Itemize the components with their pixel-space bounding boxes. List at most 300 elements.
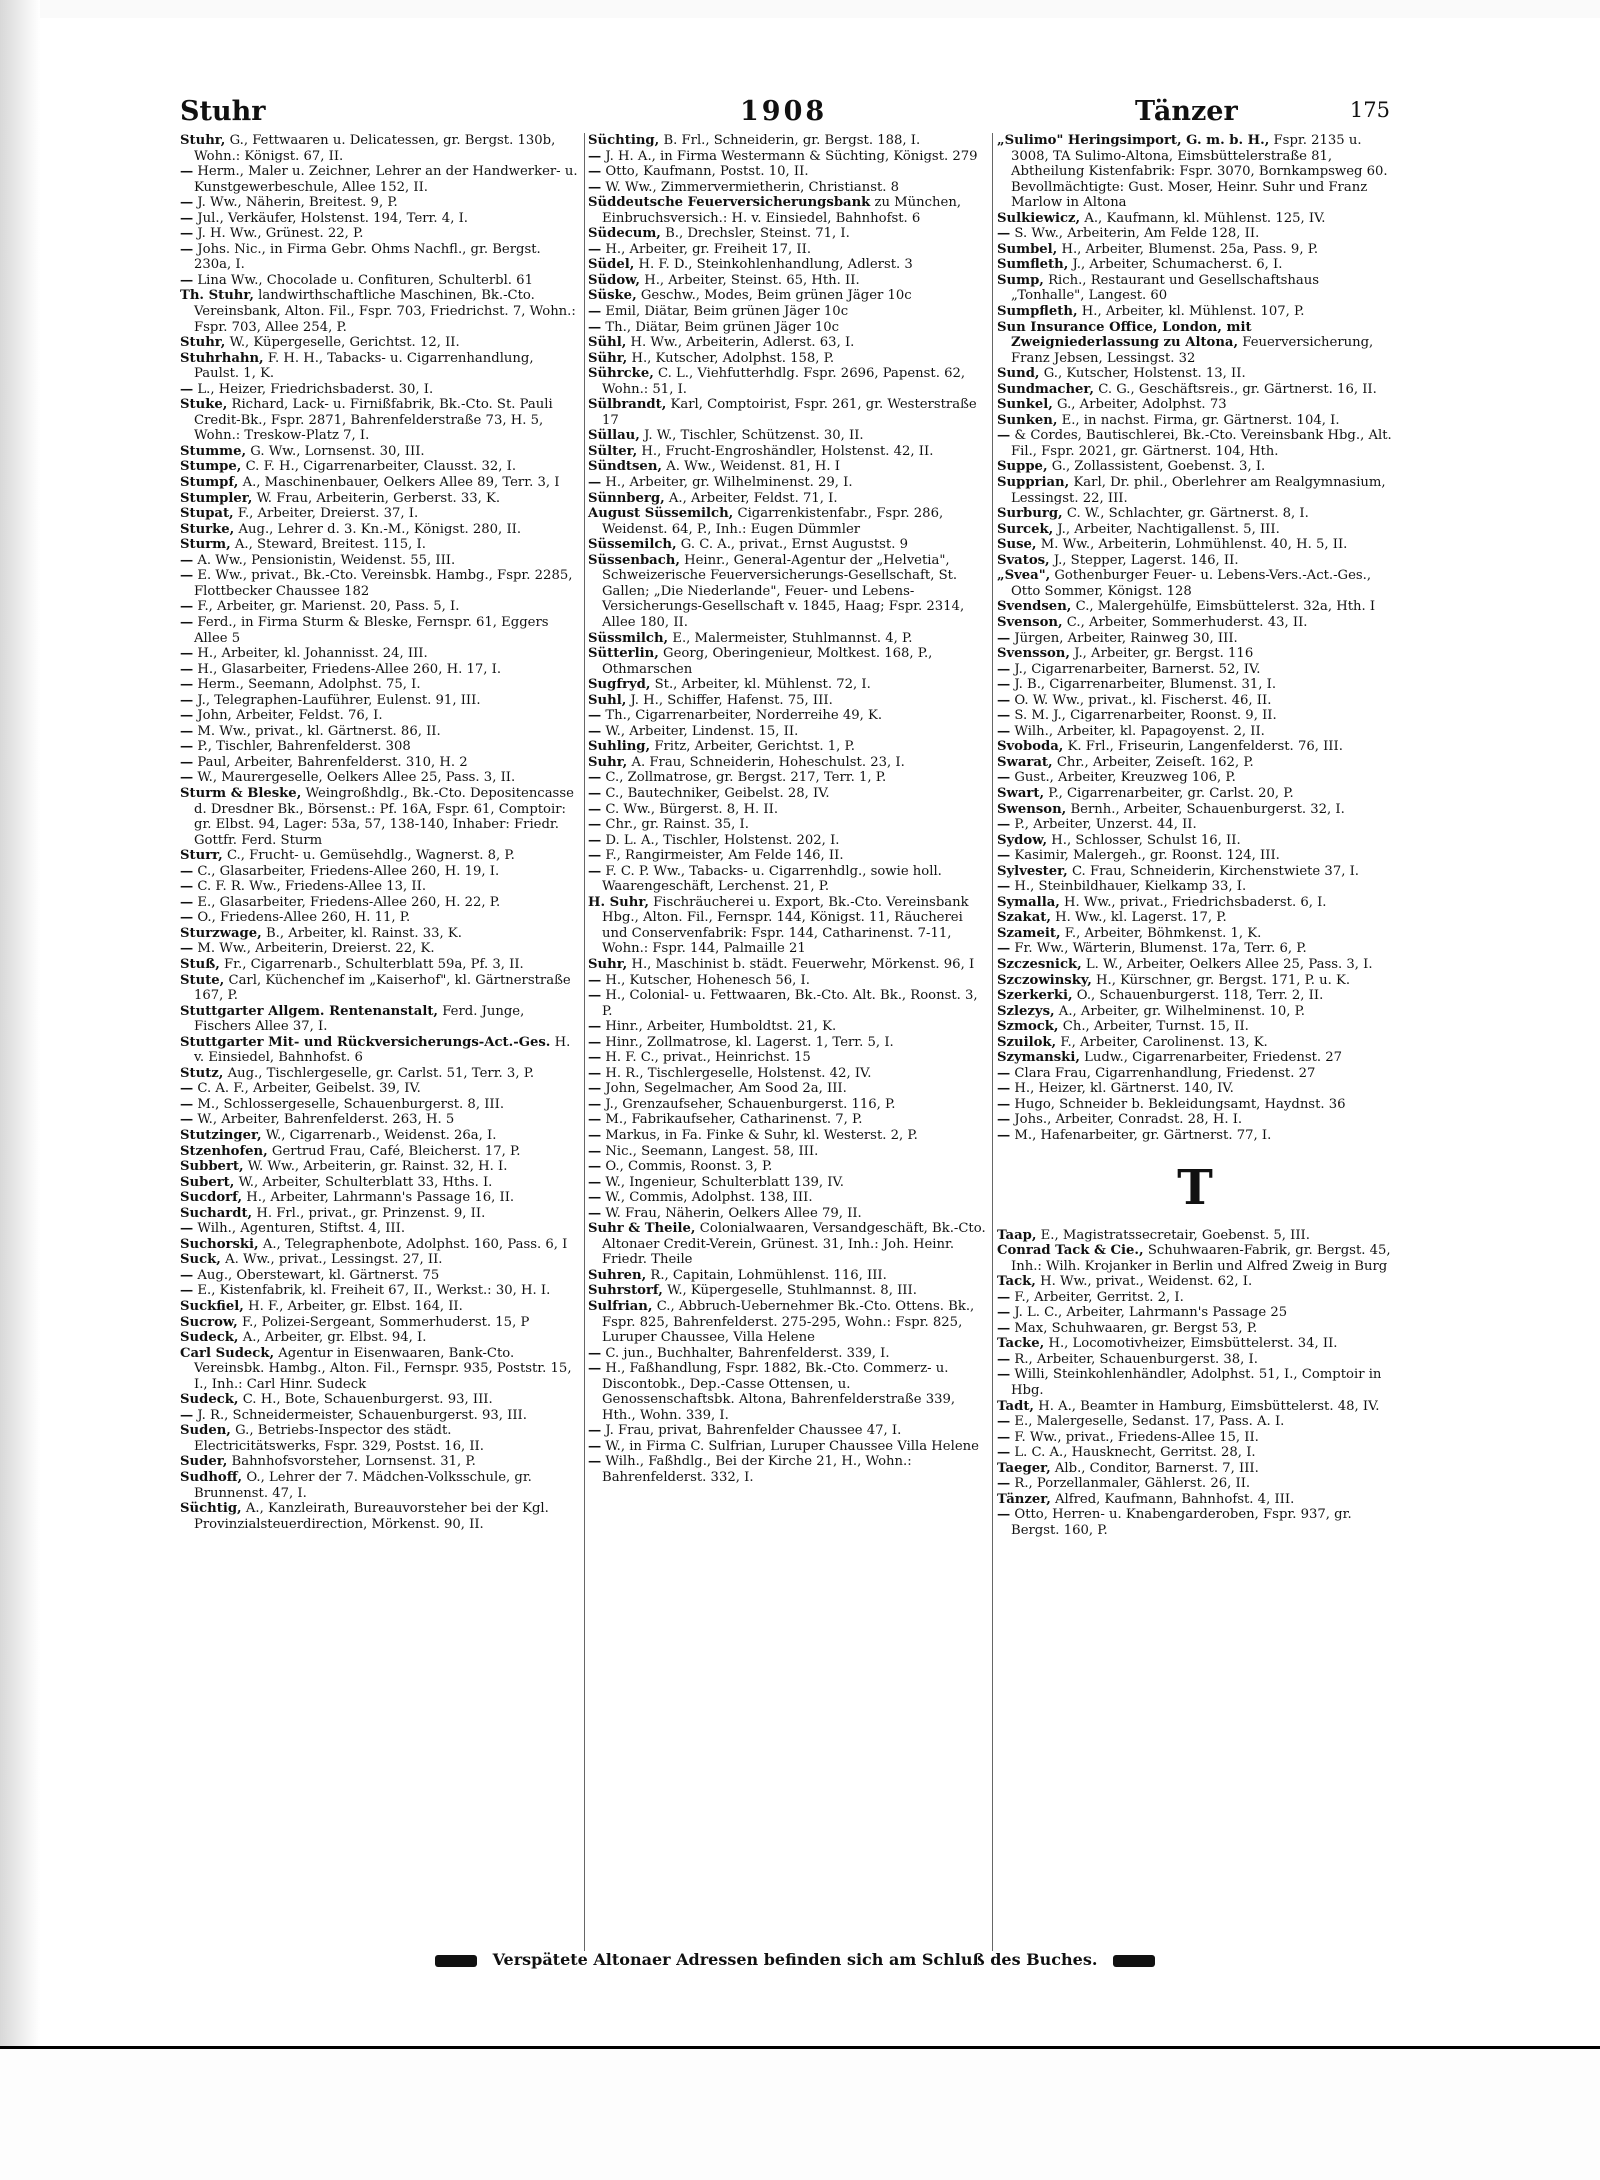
directory-entry (588, 335, 986, 351)
entry-name: Suchorski, (180, 1236, 259, 1252)
entry-name: Südow, (588, 272, 640, 288)
entry-name: Sturm & Bleske, (180, 785, 302, 801)
directory-entry (180, 615, 580, 646)
entry-details: H., Arbeiter, kl. Mühlenst. 107, P. (1081, 304, 1305, 320)
entry-details: Gertrud Frau, Café, Bleicherst. 17, P. (271, 1143, 521, 1159)
entry-name: Sülter, (588, 443, 638, 459)
entry-name: — (588, 723, 602, 739)
entry-details: H., Faßhandlung, Fspr. 1882, Bk.-Cto. Commerz- u. Discontobk., Dep.-Casse Ottensen, u. Genossenschaftsbk. Altona, Bahrenfelderstraße 339, Hth., Wohn. 339, I. (602, 1361, 956, 1423)
entry-details: John, Arbeiter, Feldst. 76, I. (197, 708, 383, 724)
directory-entry (997, 724, 1393, 740)
entry-name: „Svea", (997, 568, 1051, 584)
entry-details: Heinr., General-Agentur der „Helvetia", Schweizerische Feuerversicherungs-Gesellschaft, St. Gallen; „Die Niederlande", Feuer- und Lebens-Versicherungs-Gesellschaft v. 1845, Haag; Fspr. 2314, Allee 180, II. (602, 552, 965, 630)
entry-name: Suhr & Theile, (588, 1221, 696, 1237)
entry-name: Suhrstorf, (588, 1283, 663, 1299)
entry-details: C., Malergehülfe, Eimsbüttelerst. 32a, Hth. I (1075, 599, 1376, 615)
entry-name: — (588, 1361, 602, 1377)
entry-name: — (180, 661, 194, 677)
entry-name: Sump, (997, 272, 1044, 288)
footer-note-text: Verspätete Altonaer Adressen befinden sich am Schluß des Buches. (492, 1950, 1098, 1969)
entry-name: August Süssemilch, (588, 506, 734, 522)
entry-details: H. F., Arbeiter, gr. Elbst. 164, II. (248, 1299, 463, 1315)
directory-entry (997, 211, 1393, 227)
section-letter: T (1177, 1159, 1213, 1216)
directory-entry (588, 428, 986, 444)
entry-details: Max, Schuhwaaren, gr. Bergst 53, P. (1014, 1320, 1258, 1336)
directory-entry (997, 1050, 1393, 1066)
entry-name: Sudeck, (180, 1392, 239, 1408)
entry-details: J., Arbeiter, Nachtigallenst. 5, III. (1057, 521, 1280, 537)
directory-entry (180, 941, 580, 957)
entry-details: A., Steward, Breitest. 115, I. (234, 537, 426, 553)
entry-name: — (997, 661, 1011, 677)
entry-details: Lina Ww., Chocolade u. Confituren, Schulterbl. 61 (197, 272, 533, 288)
entry-name: — (588, 988, 602, 1004)
entry-details: Gust., Arbeiter, Kreuzweg 106, P. (1014, 770, 1236, 786)
directory-entry (588, 973, 986, 989)
directory-entry (588, 864, 986, 895)
entry-details: Richard, Lack- u. Firnißfabrik, Bk.-Cto. St. Pauli Credit-Bk., Fspr. 2871, Bahrenfelderstraße 73, H. 5, Wohn.: Treskow-Platz 7, I. (194, 397, 553, 444)
entry-name: Tack, (997, 1274, 1036, 1290)
directory-entry (180, 382, 580, 398)
entry-details: J. H. A., in Firma Westermann & Süchting, Königst. 279 (605, 148, 978, 164)
directory-entry (997, 242, 1393, 258)
directory-entry (588, 459, 986, 475)
entry-name: Suhl, (588, 692, 627, 708)
entry-name: Stuhr, (180, 335, 226, 351)
entry-name: Sunken, (997, 412, 1058, 428)
entry-name: Svenson, (997, 614, 1063, 630)
directory-entry (180, 568, 580, 599)
directory-entry (997, 537, 1393, 553)
directory-entry (180, 211, 580, 227)
entry-details: A., Telegraphenbote, Adolphst. 160, Pass. 6, I (262, 1236, 568, 1252)
directory-entry (588, 708, 986, 724)
entry-name: — (180, 646, 194, 662)
entry-name: Stuttgarter Allgem. Rentenanstalt, (180, 1003, 439, 1019)
entry-name: — (588, 1034, 602, 1050)
entry-details: J., Grenzaufseher, Schauenburgerst. 116, P. (605, 1096, 896, 1112)
directory-entry (588, 646, 986, 677)
entry-name: Suck, (180, 1252, 221, 1268)
directory-entry (588, 724, 986, 740)
entry-name: — (180, 272, 194, 288)
entry-details: C., Bautechniker, Geibelst. 28, IV. (605, 785, 830, 801)
directory-entry (588, 1159, 986, 1175)
directory-entry (180, 1315, 580, 1331)
entry-details: Th., Diätar, Beim grünen Jäger 10c (605, 319, 839, 335)
entry-details: H. Ww., privat., Friedrichsbaderst. 6, I. (1064, 894, 1327, 910)
entry-details: G., Fettwaaren u. Delicatessen, gr. Bergst. 130b, Wohn.: Königst. 67, II. (194, 133, 556, 164)
entry-name: Stuß, (180, 956, 220, 972)
entry-details: H., Arbeiter, Lahrmann's Passage 16, II. (246, 1190, 515, 1206)
entry-name: — (997, 1305, 1011, 1321)
directory-entry (588, 1268, 986, 1284)
entry-name: — (588, 148, 602, 164)
entry-name: Süssmilch, (588, 630, 669, 646)
entry-name: Szczesnick, (997, 956, 1082, 972)
entry-name: — (180, 164, 194, 180)
directory-entry (588, 288, 986, 304)
entry-details: Otto, Kaufmann, Postst. 10, II. (605, 164, 809, 180)
entry-name: Süddeutsche Feuerversicherungsbank (588, 195, 871, 211)
header-first-entry: Stuhr (180, 96, 266, 127)
entry-details: Gothenburger Feuer- u. Lebens-Vers.-Act.-Ges., Otto Sommer, Königst. 128 (1011, 568, 1372, 599)
entry-details: Hinr., Arbeiter, Humboldtst. 21, K. (605, 1019, 837, 1035)
entry-details: A., Kaufmann, kl. Mühlenst. 125, IV. (1084, 210, 1326, 226)
directory-entry (997, 1035, 1393, 1051)
entry-details: Jürgen, Arbeiter, Rainweg 30, III. (1014, 630, 1238, 646)
entry-details: Johs., Arbeiter, Conradst. 28, H. I. (1014, 1112, 1243, 1128)
entry-details: C. F. H., Cigarrenarbeiter, Clausst. 32, I. (245, 459, 517, 475)
entry-name: Süssemilch, (588, 537, 677, 553)
page-header (180, 96, 1390, 130)
entry-name: — (180, 552, 194, 568)
directory-entry (180, 537, 580, 553)
directory-entry (588, 1175, 986, 1191)
entry-name: Swarat, (997, 754, 1053, 770)
directory-entry (997, 895, 1393, 911)
directory-entry (588, 957, 986, 973)
directory-entry (588, 1144, 986, 1160)
directory-entry (997, 506, 1393, 522)
entry-details: G., Arbeiter, Adolphst. 73 (1057, 397, 1227, 413)
entry-details: H. Ww., privat., Weidenst. 62, I. (1040, 1274, 1253, 1290)
entry-name: — (588, 708, 602, 724)
entry-details: Karl, Comptoirist, Fspr. 261, gr. Westerstraße 17 (602, 397, 977, 428)
directory-entry (180, 910, 580, 926)
directory-entry (180, 1081, 580, 1097)
directory-entry (588, 491, 986, 507)
entry-details: W., Cigarrenarb., Weidenst. 26a, I. (265, 1128, 497, 1143)
directory-entry (588, 320, 986, 336)
entry-name: — (180, 568, 194, 584)
entry-name: — (997, 630, 1011, 646)
directory-entry (997, 1019, 1393, 1035)
directory-entry (997, 1305, 1393, 1321)
entry-name: — (180, 241, 194, 257)
directory-entry (180, 273, 580, 289)
directory-entry (997, 413, 1393, 429)
directory-entry (997, 739, 1393, 755)
entry-name: — (588, 817, 602, 833)
entry-name: Sturm, (180, 537, 231, 553)
entry-name: — (997, 1429, 1011, 1445)
directory-entry (997, 1430, 1393, 1446)
entry-name: — (588, 1438, 602, 1454)
scan-bottom-edge (0, 2046, 1600, 2180)
entry-details: Bahnhofsvorsteher, Lornsenst. 31, P. (231, 1454, 476, 1470)
directory-entry (180, 770, 580, 786)
entry-details: C., Frucht- u. Gemüsehdlg., Wagnerst. 8, P. (226, 848, 515, 864)
entry-name: — (180, 195, 194, 211)
footer-note (395, 1950, 1195, 1969)
entry-name: — (588, 179, 602, 195)
entry-name: — (588, 304, 602, 320)
entry-details: J., Telegraphen-Lauführer, Eulenst. 91, III. (197, 692, 481, 708)
directory-entry (588, 1081, 986, 1097)
directory-entry (180, 957, 580, 973)
entry-name: — (588, 1190, 602, 1206)
directory-entry (180, 1423, 580, 1454)
entry-details: Aug., Lehrer d. 3. Kn.-M., Königst. 280, II. (238, 521, 522, 537)
directory-entry (180, 786, 580, 848)
directory-entry (588, 1361, 986, 1423)
entry-name: — (997, 1320, 1011, 1336)
entry-name: — (997, 708, 1011, 724)
entry-name: Stuhr, (180, 133, 226, 148)
entry-details: C., Zollmatrose, gr. Bergst. 217, Terr. 1, P. (605, 770, 887, 786)
entry-details: Ferd., in Firma Sturm & Bleske, Fernspr. 61, Eggers Allee 5 (194, 614, 549, 646)
directory-entry (997, 522, 1393, 538)
entry-name: — (997, 1445, 1011, 1461)
entry-name: — (180, 739, 194, 755)
directory-entry (180, 1252, 580, 1268)
entry-details: Nic., Seemann, Langest. 58, III. (605, 1143, 819, 1159)
entry-name: — (997, 677, 1011, 693)
entry-details: W., Küpergeselle, Stuhlmannst. 8, III. (667, 1283, 917, 1299)
entry-details: P., Arbeiter, Unzerst. 44, II. (1014, 817, 1197, 833)
directory-entry (588, 1097, 986, 1113)
directory-entry (588, 444, 986, 460)
directory-entry (180, 662, 580, 678)
directory-entry (588, 1346, 986, 1362)
entry-details: W. Frau, Näherin, Oelkers Allee 79, II. (605, 1205, 862, 1221)
entry-name: Südel, (588, 257, 635, 273)
entry-name: Svoboda, (997, 739, 1064, 755)
entry-name: — (588, 319, 602, 335)
entry-details: H., Arbeiter, gr. Freiheit 17, II. (605, 241, 812, 257)
entry-details: Johs. Nic., in Firma Gebr. Ohms Nachfl., gr. Bergst. 230a, I. (194, 241, 541, 273)
entry-details: A., Kanzleirath, Bureauvorsteher bei der Kgl. Provinzialsteuerdirection, Mörkenst. 90, II. (194, 1501, 549, 1532)
directory-entry (180, 677, 580, 693)
directory-entry (997, 973, 1393, 989)
entry-details: Aug., Tischlergeselle, gr. Carlst. 51, Terr. 3, P. (227, 1065, 535, 1081)
directory-entry (180, 1128, 580, 1144)
entry-name: Stutz, (180, 1065, 224, 1081)
directory-entry (997, 770, 1393, 786)
entry-details: C., Arbeiter, Sommerhuderst. 43, II. (1066, 614, 1308, 630)
directory-entry (997, 599, 1393, 615)
entry-name: — (588, 1128, 602, 1143)
directory-entry (997, 1367, 1393, 1398)
entry-details: H., Steinbildhauer, Kielkamp 33, I. (1014, 879, 1247, 895)
directory-entry (180, 1035, 580, 1066)
entry-details: R., Arbeiter, Schauenburgerst. 38, I. (1014, 1351, 1258, 1367)
directory-entry (180, 1408, 580, 1424)
entry-details: C., Abbruch-Uebernehmer Bk.-Cto. Ottens. Bk., Fspr. 825, Bahrenfelderst. 275-295, Wohn.: Fspr. 825, Luruper Chaussee, Villa Helene (602, 1299, 975, 1346)
directory-entry (997, 273, 1393, 304)
directory-entry (180, 1501, 580, 1532)
directory-entry (588, 1112, 986, 1128)
entry-name: Supprian, (997, 475, 1070, 491)
directory-entry (180, 1237, 580, 1253)
directory-entry (997, 1461, 1393, 1477)
entry-details: M., Hafenarbeiter, gr. Gärtnerst. 77, I. (1014, 1128, 1272, 1143)
directory-entry (588, 397, 986, 428)
entry-details: Jul., Verkäufer, Holstenst. 194, Terr. 4, I. (197, 210, 468, 226)
entry-details: C. W., Schlachter, gr. Gärtnerst. 8, I. (1066, 506, 1309, 522)
directory-entry (180, 693, 580, 709)
entry-name: — (180, 1283, 194, 1299)
entry-name: Sudeck, (180, 1330, 239, 1346)
entry-details: Schuhwaaren-Fabrik, gr. Bergst. 45, Inh.: Wilh. Krojanker in Berlin und Alfred Zweig in Burg (1011, 1243, 1391, 1274)
directory-entry (588, 1019, 986, 1035)
directory-entry (588, 553, 986, 631)
directory-entry (997, 1128, 1393, 1144)
directory-entry (180, 1004, 580, 1035)
entry-details: Clara Frau, Cigarrenhandlung, Friedenst. 27 (1014, 1065, 1316, 1081)
directory-entry (180, 351, 580, 382)
scan-top-edge (0, 0, 1600, 18)
entry-details: Paul, Arbeiter, Bahrenfelderst. 310, H. 2 (197, 754, 468, 770)
directory-entry (997, 708, 1393, 724)
entry-details: H., Schlosser, Schulst 16, II. (1051, 832, 1241, 848)
entry-name: — (180, 692, 194, 708)
directory-entry (180, 444, 580, 460)
directory-entry (997, 1321, 1393, 1337)
entry-details: J. Ww., Näherin, Breitest. 9, P. (197, 195, 398, 211)
directory-entry (997, 320, 1393, 367)
entry-details: St., Arbeiter, kl. Mühlenst. 72, I. (654, 677, 871, 693)
entry-name: Sun Insurance Office, London, mit Zweigniederlassung zu Altona, (997, 319, 1252, 351)
directory-entry (997, 1445, 1393, 1461)
directory-entry (588, 833, 986, 849)
directory-entry (180, 242, 580, 273)
directory-entry (588, 1454, 986, 1485)
entry-details: O., Schauenburgerst. 118, Terr. 2, II. (1076, 988, 1324, 1004)
directory-entry (588, 1035, 986, 1051)
entry-name: Sütterlin, (588, 646, 659, 662)
entry-name: Tänzer, (997, 1491, 1051, 1507)
entry-name: Taeger, (997, 1460, 1051, 1476)
directory-entry (180, 1066, 580, 1082)
entry-name: — (180, 599, 194, 615)
entry-name: Svendsen, (997, 599, 1072, 615)
directory-entry (588, 677, 986, 693)
entry-name: Suhr, (588, 754, 628, 770)
entry-name: Stzenhofen, (180, 1143, 268, 1159)
entry-details: A. Ww., Weidenst. 81, H. I (666, 459, 840, 475)
directory-entry (588, 848, 986, 864)
entry-name: Sumfleth, (997, 257, 1069, 273)
directory-entry (588, 1439, 986, 1455)
entry-details: Herm., Seemann, Adolphst. 75, I. (197, 677, 421, 693)
entry-name: — (997, 1112, 1011, 1128)
entry-name: Stuhrhahn, (180, 350, 264, 366)
entry-details: J. W., Tischler, Schützenst. 30, II. (644, 428, 864, 444)
entry-details: J. H., Schiffer, Hafenst. 75, III. (630, 692, 833, 708)
directory-entry (180, 755, 580, 771)
directory-entry (588, 802, 986, 818)
entry-details: L., Heizer, Friedrichsbaderst. 30, I. (197, 381, 434, 397)
directory-entry (588, 195, 986, 226)
entry-details: H., Maschinist b. städt. Feuerwehr, Mörkenst. 96, I (631, 956, 975, 972)
entry-details: G. C. A., privat., Ernst Augustst. 9 (680, 537, 908, 553)
entry-name: — (588, 1065, 602, 1081)
directory-entry (588, 1221, 986, 1268)
entry-details: zu München, Einbruchsversich.: H. v. Einsiedel, Bahnhofst. 6 (602, 195, 962, 226)
directory-entry (588, 180, 986, 196)
entry-details: P., Cigarrenarbeiter, gr. Carlst. 20, P. (1048, 785, 1294, 801)
directory-entry (180, 1206, 580, 1222)
entry-details: landwirthschaftliche Maschinen, Bk.-Cto. Vereinsbank, Alton. Fil., Fspr. 703, Friedrichst. 7, Wohn.: Fspr. 703, Allee 254, P. (194, 288, 576, 335)
entry-details: H. v. Einsiedel, Bahnhofst. 6 (194, 1034, 571, 1066)
directory-entry (588, 739, 986, 755)
directory-entry (588, 1299, 986, 1346)
entry-details: W., Ingenieur, Schulterblatt 139, IV. (605, 1174, 844, 1190)
directory-entry (180, 599, 580, 615)
entry-details: C. jun., Buchhalter, Bahrenfelderst. 339, I. (605, 1345, 890, 1361)
entry-details: F., Arbeiter, Carolinenst. 13, K. (1060, 1034, 1268, 1050)
entry-name: Symalla, (997, 894, 1060, 910)
directory-entry (997, 397, 1393, 413)
directory-entry (588, 537, 986, 553)
directory-entry (997, 864, 1393, 880)
entry-details: F. H. H., Tabacks- u. Cigarrenhandlung, Paulst. 1, K. (194, 350, 534, 382)
entry-details: H., Arbeiter, Blumenst. 25a, Pass. 9, P. (1061, 241, 1319, 257)
entry-details: E., in nachst. Firma, gr. Gärtnerst. 104, I. (1061, 412, 1340, 428)
entry-name: — (180, 754, 194, 770)
directory-entry (997, 646, 1393, 662)
directory-entry (588, 257, 986, 273)
directory-entry (588, 351, 986, 367)
entry-name: Suppe, (997, 459, 1048, 475)
entry-name: Stutzinger, (180, 1128, 262, 1143)
header-last-entry: Tänzer (1135, 96, 1238, 127)
entry-name: Sündtsen, (588, 459, 663, 475)
entry-name: Stumpe, (180, 459, 242, 475)
entry-details: Willi, Steinkohlenhändler, Adolphst. 51, I., Comptoir in Hbg. (1011, 1367, 1382, 1399)
directory-entry (997, 926, 1393, 942)
directory-entry (997, 257, 1393, 273)
entry-details: W., in Firma C. Sulfrian, Luruper Chaussee Villa Helene (605, 1438, 979, 1454)
entry-name: — (180, 210, 194, 226)
entry-details: E., Glasarbeiter, Friedens-Allee 260, H. 22, P. (197, 894, 501, 910)
entry-details: H. Frl., privat., gr. Prinzenst. 9, II. (256, 1205, 486, 1221)
entry-details: Ferd. Junge, Fischers Allee 37, I. (194, 1003, 525, 1035)
entry-details: O., Friedens-Allee 260, H. 11, P. (197, 910, 411, 926)
directory-entry (180, 1299, 580, 1315)
entry-name: — (997, 941, 1011, 957)
entry-name: — (180, 1267, 194, 1283)
entry-name: — (588, 1112, 602, 1128)
entry-details: & Cordes, Bautischlerei, Bk.-Cto. Vereinsbank Hbg., Alt. Fil., Fspr. 2021, gr. Gärtnerst. 104, Hth. (1011, 428, 1392, 459)
entry-details: A., Arbeiter, Feldst. 71, I. (668, 490, 838, 506)
directory-entry (180, 164, 580, 195)
directory-entry (180, 879, 580, 895)
directory-entry (997, 1476, 1393, 1492)
directory-entry (588, 693, 986, 709)
entry-details: J., Stepper, Lagerst. 146, II. (1053, 552, 1239, 568)
entry-details: C. Frau, Schneiderin, Kirchenstwiete 37, I. (1071, 863, 1359, 879)
entry-name: — (997, 692, 1011, 708)
entry-details: J., Arbeiter, gr. Bergst. 116 (1074, 646, 1254, 662)
directory-entry (997, 1243, 1393, 1274)
directory-entry (180, 1175, 580, 1191)
entry-name: Stumpf, (180, 475, 239, 491)
directory-entry (180, 288, 580, 335)
entry-name: Sühr, (588, 350, 628, 366)
directory-entry (180, 1268, 580, 1284)
directory-entry (180, 397, 580, 444)
entry-name: Sulfrian, (588, 1299, 653, 1315)
entry-details: H. F. C., privat., Heinrichst. 15 (605, 1050, 811, 1066)
directory-entry (180, 708, 580, 724)
entry-details: Agentur in Eisenwaaren, Bank-Cto. Vereinsbk. Hambg., Alton. Fil., Fernspr. 935, Poststr. 15, I., Inh.: Carl Hinr. Sudeck (194, 1345, 572, 1392)
entry-details: A., Arbeiter, gr. Elbst. 94, I. (242, 1330, 427, 1346)
directory-entry (997, 475, 1393, 506)
